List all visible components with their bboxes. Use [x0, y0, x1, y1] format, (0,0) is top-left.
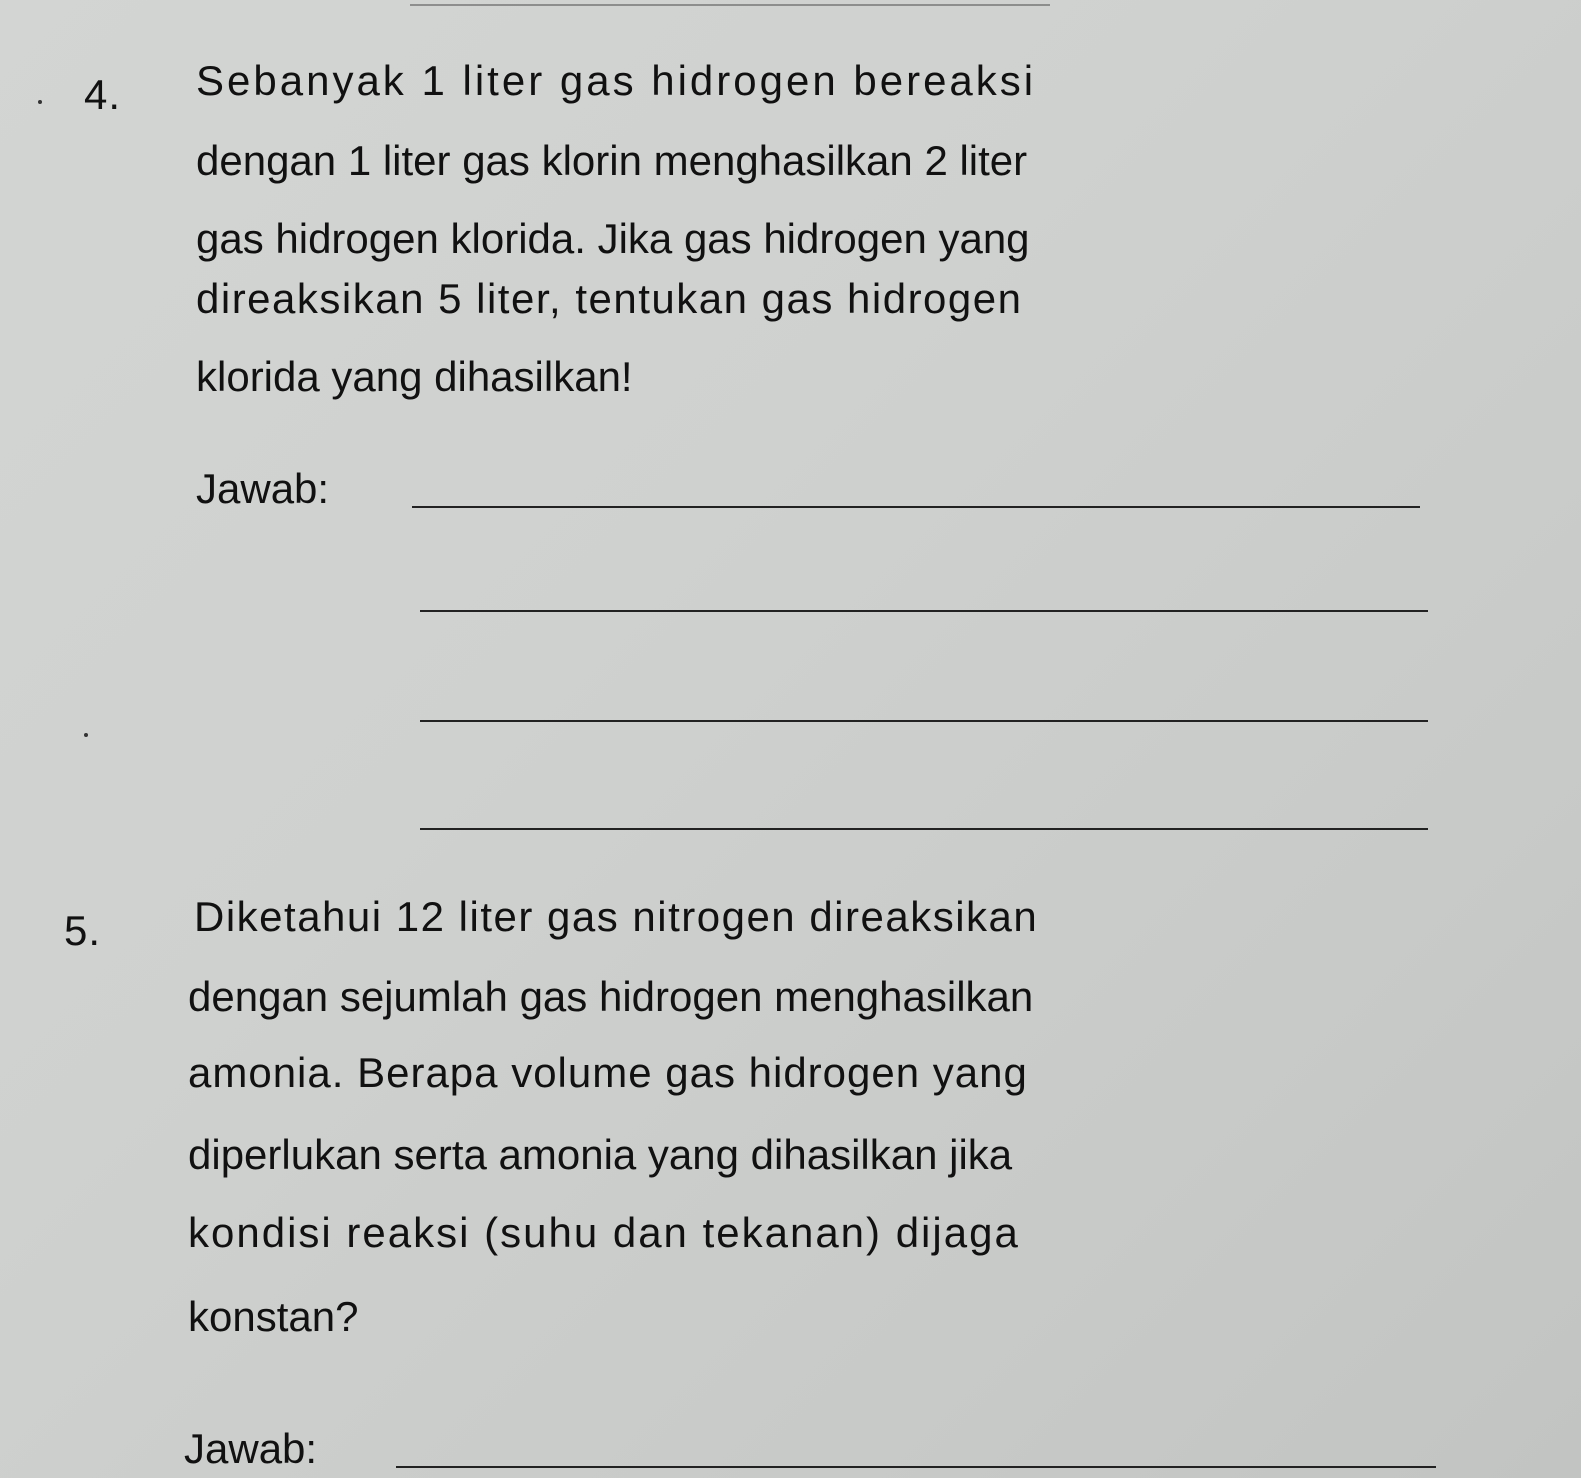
- answer-line[interactable]: [412, 506, 1420, 508]
- question-text-line: amonia. Berapa volume gas hidrogen yang: [188, 1049, 1028, 1096]
- question-text-line: kondisi reaksi (suhu dan tekanan) dijaga: [188, 1209, 1020, 1256]
- paper-speck: [84, 733, 88, 737]
- paper-speck: [38, 100, 42, 104]
- answer-line[interactable]: [420, 720, 1428, 722]
- answer-label: Jawab:: [196, 465, 330, 512]
- question-text-line: dengan 1 liter gas klorin menghasilkan 2 liter: [196, 137, 1028, 184]
- top-divider: [410, 4, 1050, 6]
- answer-line[interactable]: [420, 610, 1428, 612]
- question-text-line: konstan?: [188, 1293, 359, 1340]
- answer-line[interactable]: [396, 1466, 1436, 1468]
- question-text-line: dengan sejumlah gas hidrogen menghasilkan: [188, 973, 1034, 1020]
- question-number: 4.: [84, 71, 122, 118]
- question-text-line: direaksikan 5 liter, tentukan gas hidrogen: [196, 275, 1023, 322]
- question-text-line: diperlukan serta amonia yang dihasilkan jika: [188, 1131, 1013, 1178]
- question-text-line: Diketahui 12 liter gas nitrogen direaksikan: [194, 893, 1039, 940]
- question-text-line: klorida yang dihasilkan!: [196, 353, 633, 400]
- answer-label: Jawab:: [184, 1425, 318, 1472]
- question-number: 5.: [64, 907, 102, 954]
- answer-line[interactable]: [420, 828, 1428, 830]
- question-text-line: Sebanyak 1 liter gas hidrogen bereaksi: [196, 57, 1037, 104]
- question-text-line: gas hidrogen klorida. Jika gas hidrogen yang: [196, 215, 1030, 262]
